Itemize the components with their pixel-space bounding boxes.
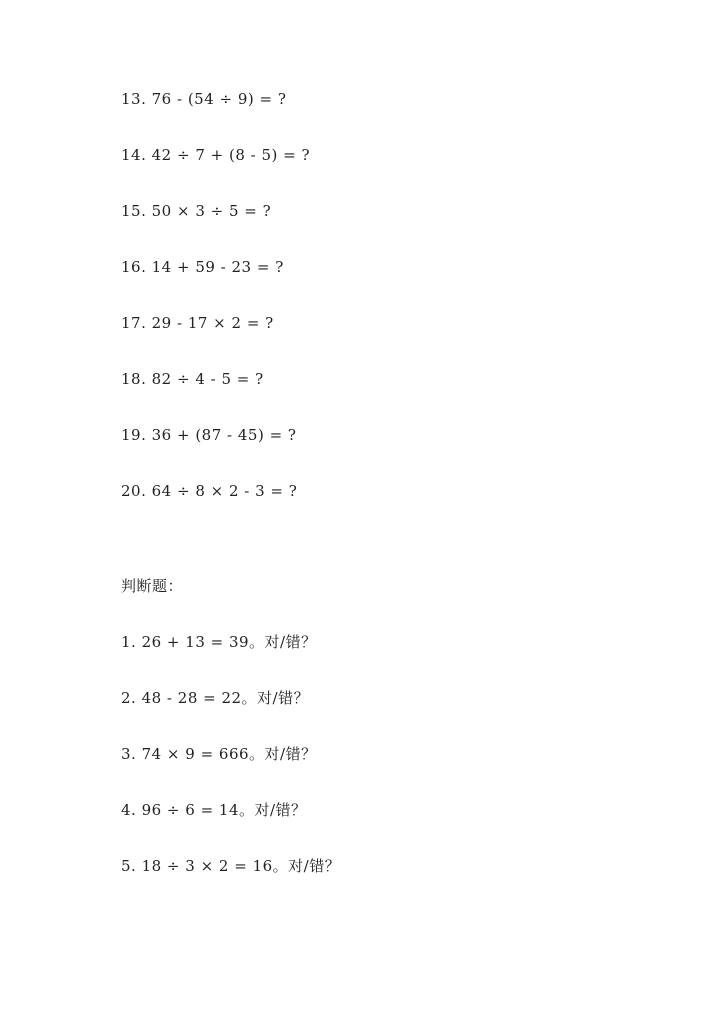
problem-20: 20. 64 ÷ 8 × 2 - 3 = ? (121, 482, 298, 500)
problem-18: 18. 82 ÷ 4 - 5 = ? (121, 370, 264, 388)
tf-question-5: 5. 18 ÷ 3 × 2 = 16。对/错？ (121, 857, 341, 875)
tf-question-3: 3. 74 × 9 = 666。对/错？ (121, 745, 317, 763)
tf-question-2: 2. 48 - 28 = 22。对/错？ (121, 689, 310, 707)
problem-13: 13. 76 - (54 ÷ 9) = ? (121, 90, 287, 108)
problem-15: 15. 50 × 3 ÷ 5 = ? (121, 202, 272, 220)
problem-16: 16. 14 + 59 - 23 = ? (121, 258, 284, 276)
tf-question-4: 4. 96 ÷ 6 = 14。对/错？ (121, 801, 307, 819)
tf-question-1: 1. 26 + 13 = 39。对/错？ (121, 633, 317, 651)
problem-17: 17. 29 - 17 × 2 = ? (121, 314, 274, 332)
section-heading-true-false: 判断题： (121, 577, 184, 595)
problem-14: 14. 42 ÷ 7 + (8 - 5) = ? (121, 146, 311, 164)
problem-19: 19. 36 + (87 - 45) = ? (121, 426, 297, 444)
